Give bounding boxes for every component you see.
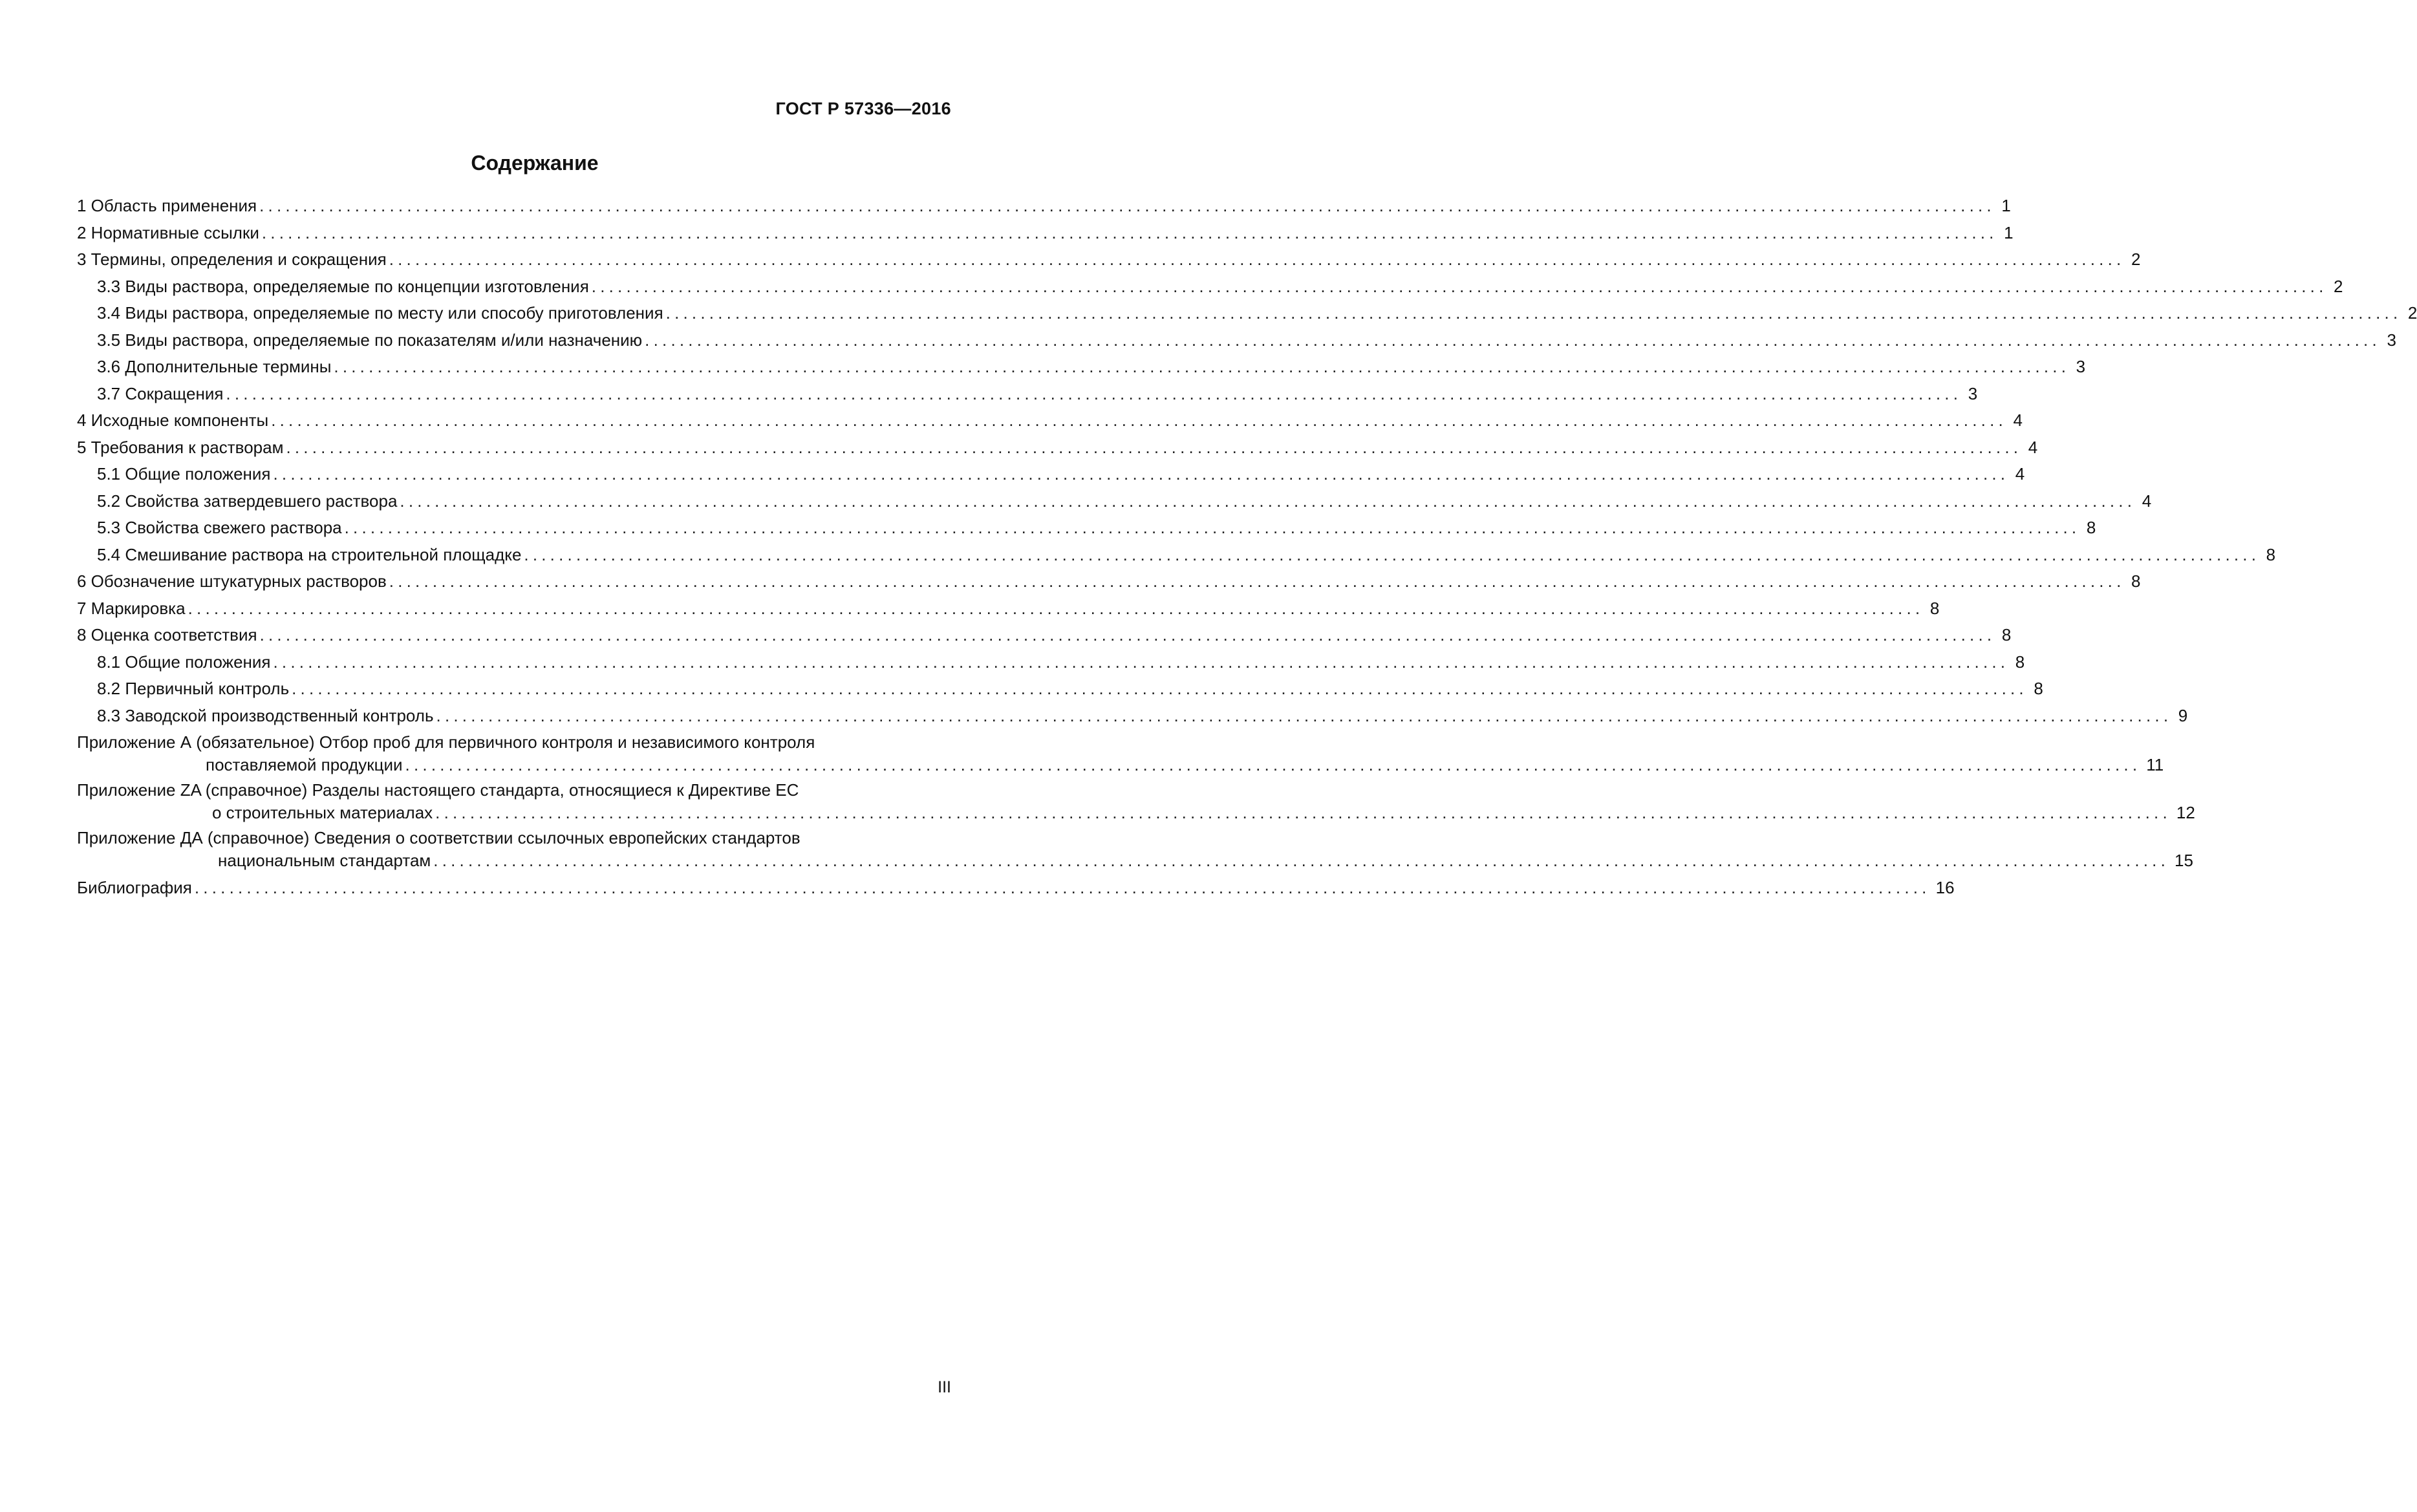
toc-leader-dots: ........................................................................................................................................................................................................	[436, 705, 2173, 725]
toc-annex-title: Приложение А (обязательное) Отбор проб для первичного контроля и независимого контроля	[77, 732, 815, 752]
toc-entry-page: 15	[2175, 851, 2193, 870]
toc-entry-text: 8.3 Заводской производственный контроль	[97, 705, 434, 725]
toc-entry[interactable]	[77, 220, 2014, 247]
toc-entry-page: 3	[1968, 383, 1978, 403]
toc-entry-text: 5.3 Свойства свежего раствора	[97, 518, 342, 537]
toc-subentry[interactable]	[77, 515, 2096, 542]
toc-leader-dots: ........................................................................................................................................................................................................	[292, 679, 2028, 698]
toc-subentry[interactable]	[77, 327, 2396, 354]
toc-subentry[interactable]	[77, 649, 2025, 676]
toc-entry-text: 2 Нормативные ссылки	[77, 222, 259, 242]
toc-leader-dots: ........................................................................................................................................................................................................	[194, 878, 1931, 897]
toc-leader-dots: ........................................................................................................................................................................................................	[344, 518, 2081, 537]
toc-entry-page: 8	[2015, 652, 2025, 672]
toc-entry[interactable]	[77, 568, 2141, 595]
toc-subentry[interactable]	[77, 488, 2152, 515]
toc-entry-text: 3.4 Виды раствора, определяемые по месту или способу приготовления	[97, 303, 663, 323]
toc-leader-dots: ........................................................................................................................................................................................................	[433, 851, 2170, 870]
toc-annex-entry[interactable]	[77, 779, 2195, 824]
toc-entry-text: 8.2 Первичный контроль	[97, 679, 290, 698]
toc-entry-page: 8	[2001, 625, 2012, 644]
toc-entry-text: 8.1 Общие положения	[97, 652, 271, 672]
toc-leader-dots: ........................................................................................................................................................................................................	[188, 598, 1924, 618]
toc-leader-dots: ........................................................................................................................................................................................................	[273, 464, 2010, 484]
toc-leader-dots: ........................................................................................................................................................................................................	[389, 571, 2125, 591]
toc-entry-text: 5.4 Смешивание раствора на строительной площадке	[97, 544, 522, 564]
toc-entry[interactable]	[77, 407, 2023, 434]
toc-entry-text: о строительных материалах	[212, 803, 433, 822]
toc-leader-dots: ........................................................................................................................................................................................................	[389, 250, 2125, 269]
toc-annex-continuation	[77, 753, 2164, 776]
toc-subentry[interactable]	[77, 273, 2343, 301]
toc-title: Содержание	[471, 151, 599, 175]
toc-entry-page: 4	[2142, 491, 2152, 511]
toc-annex-title: Приложение ДА (справочное) Сведения о соответствии ссылочных европейских стандартов	[77, 828, 800, 847]
toc-subentry[interactable]	[77, 461, 2025, 488]
toc-entry-page: 12	[2176, 803, 2195, 822]
toc-subentry[interactable]	[77, 354, 2086, 381]
toc-entry-text: 4 Исходные компоненты	[77, 410, 269, 430]
toc-leader-dots: ........................................................................................................................................................................................................	[271, 410, 2007, 430]
toc-entry-page: 8	[1929, 598, 1940, 618]
toc-leader-dots: ........................................................................................................................................................................................................	[261, 222, 1998, 242]
toc-entry-page: 3	[2387, 330, 2396, 350]
toc-entry-page: 9	[2178, 705, 2188, 725]
toc-entry-page: 2	[2334, 276, 2343, 296]
toc-entry-page: 2	[2407, 303, 2417, 323]
toc-entry-page: 8	[2266, 544, 2276, 564]
standard-designation: ГОСТ Р 57336—2016	[775, 99, 951, 118]
toc-leader-dots: ........................................................................................................................................................................................................	[524, 544, 2261, 564]
toc-entry-text: 3.3 Виды раствора, определяемые по концепции изготовления	[97, 276, 589, 296]
toc-subentry[interactable]	[77, 300, 2417, 327]
toc-subentry[interactable]	[77, 381, 1978, 408]
toc-leader-dots: ........................................................................................................................................................................................................	[405, 755, 2142, 774]
toc-annex-entry[interactable]	[77, 731, 2164, 776]
toc-entry-page: 2	[2131, 250, 2141, 269]
toc-entry-text: 3.5 Виды раствора, определяемые по показателям и/или назначению	[97, 330, 643, 350]
toc-entry-text: 6 Обозначение штукатурных растворов	[77, 571, 387, 591]
toc-entry-page: 4	[2013, 410, 2023, 430]
toc-entry[interactable]	[77, 622, 2012, 649]
page-number: III	[938, 1378, 951, 1396]
toc-entry-text: 7 Маркировка	[77, 598, 186, 618]
toc-entry[interactable]	[77, 246, 2141, 273]
toc-leader-dots: ........................................................................................................................................................................................................	[400, 491, 2136, 511]
toc-entry-text: 5 Требования к растворам	[77, 437, 284, 457]
toc-entry-bibliography[interactable]	[77, 875, 1955, 902]
toc-annex-continuation	[77, 801, 2195, 824]
toc-annex-title: Приложение ZA (справочное) Разделы настоящего стандарта, относящиеся к Директиве ЕС	[77, 780, 799, 800]
toc-leader-dots: ........................................................................................................................................................................................................	[591, 276, 2328, 296]
toc-leader-dots: ........................................................................................................................................................................................................	[273, 652, 2010, 672]
toc-annex-entry[interactable]	[77, 827, 2193, 872]
toc-leader-dots: ........................................................................................................................................................................................................	[259, 625, 1996, 644]
toc-leader-dots: ........................................................................................................................................................................................................	[226, 383, 1962, 403]
toc-leader-dots: ........................................................................................................................................................................................................	[645, 330, 2381, 350]
toc-entry-page: 1	[2004, 222, 2014, 242]
toc-annex-continuation	[77, 849, 2193, 872]
table-of-contents	[77, 193, 2417, 902]
toc-entry-page: 8	[2131, 571, 2141, 591]
toc-subentry[interactable]	[77, 676, 2043, 703]
toc-entry-text: национальным стандартам	[218, 851, 431, 870]
toc-entry-text: 1 Область применения	[77, 196, 257, 215]
toc-leader-dots: ........................................................................................................................................................................................................	[665, 303, 2402, 323]
toc-subentry[interactable]	[77, 542, 2276, 569]
toc-entry-text: 5.1 Общие положения	[97, 464, 271, 484]
toc-entry-text: поставляемой продукции	[206, 755, 403, 774]
toc-entry-page: 8	[2086, 518, 2096, 537]
toc-entry-page: 11	[2146, 755, 2164, 774]
toc-entry-text: Библиография	[77, 878, 192, 897]
toc-entry-page: 4	[2028, 437, 2038, 457]
toc-entry-text: 3 Термины, определения и сокращения	[77, 250, 387, 269]
toc-entry[interactable]	[77, 193, 2011, 220]
toc-entry[interactable]	[77, 595, 1940, 623]
toc-subentry[interactable]	[77, 703, 2188, 730]
toc-entry-text: 5.2 Свойства затвердевшего раствора	[97, 491, 398, 511]
toc-entry-page: 3	[2076, 357, 2086, 376]
toc-entry-text: 3.7 Сокращения	[97, 383, 224, 403]
toc-leader-dots: ........................................................................................................................................................................................................	[435, 803, 2171, 822]
toc-entry-text: 8 Оценка соответствия	[77, 625, 257, 644]
toc-leader-dots: ........................................................................................................................................................................................................	[334, 357, 2070, 376]
toc-entry-text: 3.6 Дополнительные термины	[97, 357, 332, 376]
toc-entry[interactable]	[77, 434, 2038, 462]
toc-entry-page: 1	[2001, 196, 2011, 215]
toc-entry-page: 16	[1935, 878, 1955, 897]
toc-leader-dots: ........................................................................................................................................................................................................	[259, 196, 1995, 215]
toc-entry-page: 8	[2034, 679, 2043, 698]
toc-leader-dots: ........................................................................................................................................................................................................	[286, 437, 2023, 457]
toc-entry-page: 4	[2015, 464, 2025, 484]
